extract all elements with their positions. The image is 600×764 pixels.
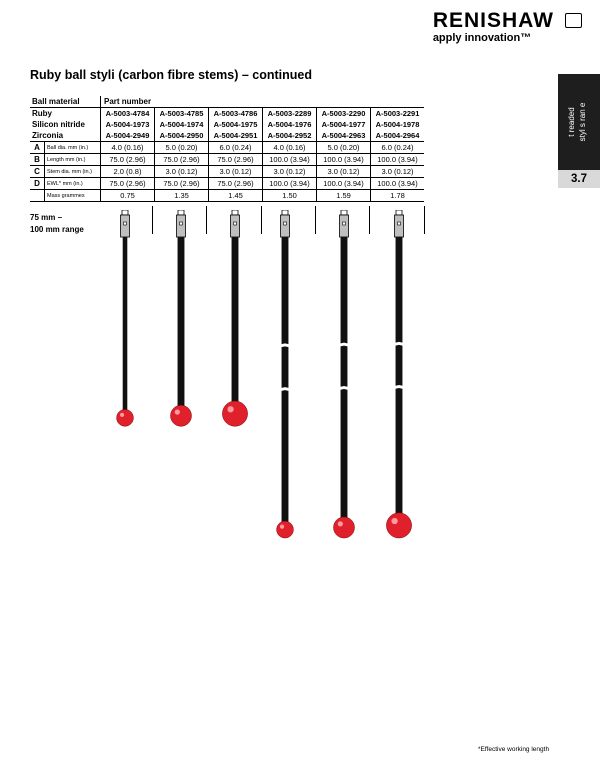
section-number: 3.7: [558, 170, 600, 188]
stylus-svg: [329, 210, 359, 541]
part-number-cell: A-5004-2951: [209, 130, 263, 142]
stylus-body: [231, 215, 240, 237]
param-label: Stem dia. mm (in.): [45, 166, 101, 178]
param-value: 3.0 (0.12): [371, 166, 425, 178]
part-number-cell: A-5003-2291: [371, 108, 425, 120]
thread-stud: [282, 210, 288, 215]
part-number-cell: A-5004-2950: [155, 130, 209, 142]
material-header: Ball material: [30, 96, 101, 108]
ball-highlight: [391, 518, 397, 524]
stylus-drawing-3: [220, 210, 250, 429]
param-label: EWL* mm (in.): [45, 178, 101, 190]
param-value: 75.0 (2.96): [209, 178, 263, 190]
param-value: 3.0 (0.12): [155, 166, 209, 178]
material-name: Zirconia: [30, 130, 101, 142]
ruby-ball: [334, 517, 355, 538]
param-value: 5.0 (0.20): [317, 142, 371, 154]
param-value: 75.0 (2.96): [209, 154, 263, 166]
param-value: 100.0 (3.94): [263, 154, 317, 166]
param-value: 5.0 (0.20): [155, 142, 209, 154]
part-number-cell: A-5003-4785: [155, 108, 209, 120]
param-value: 1.78: [371, 190, 425, 202]
part-number-header: Part number: [101, 96, 425, 108]
material-name: Silicon nitride: [32, 120, 85, 129]
param-value: 100.0 (3.94): [317, 178, 371, 190]
range-label-line2: 100 mm range: [30, 225, 84, 234]
param-value: 1.45: [209, 190, 263, 202]
stylus-svg: [384, 210, 414, 541]
param-value: 100.0 (3.94): [371, 154, 425, 166]
page-title: Ruby ball styli (carbon fibre stems) – continued: [30, 68, 312, 82]
part-number-cell: A-5003-2289: [263, 108, 317, 120]
param-value: 75.0 (2.96): [155, 178, 209, 190]
param-label: Mass grammes: [45, 190, 101, 202]
part-number-cell: A-5004-2949: [101, 130, 155, 142]
param-value: 1.50: [263, 190, 317, 202]
param-value: 100.0 (3.94): [317, 154, 371, 166]
wrench-flat: [398, 222, 401, 225]
param-value: 4.0 (0.16): [263, 142, 317, 154]
stylus-body: [281, 215, 290, 237]
ball-highlight: [175, 409, 180, 414]
ball-highlight: [280, 525, 284, 529]
footnote: *Effective working length: [478, 746, 550, 753]
stylus-svg: [270, 210, 300, 541]
ball-highlight: [120, 413, 124, 417]
part-number-cell: A-5003-4786: [209, 108, 263, 120]
param-value: 2.0 (0.8): [101, 166, 155, 178]
stylus-drawing-1: [110, 210, 140, 429]
part-number-cell: A-5004-1975: [209, 119, 263, 130]
wrench-flat: [124, 222, 127, 225]
part-number-cell: A-5003-4784: [101, 108, 155, 120]
param-value: 100.0 (3.94): [371, 178, 425, 190]
param-value: 6.0 (0.24): [371, 142, 425, 154]
stylus-body: [340, 215, 349, 237]
brand-name: RENISHAW: [432, 9, 554, 32]
param-value: 0.75: [101, 190, 155, 202]
thread-stud: [122, 210, 128, 215]
carbon-stem: [341, 237, 348, 527]
stylus-drawing-2: [166, 210, 196, 429]
param-value: 75.0 (2.96): [101, 154, 155, 166]
part-number-cell: A-5004-1976: [263, 119, 317, 130]
carbon-stem: [396, 237, 403, 524]
stylus-svg: [220, 210, 250, 429]
ruby-ball: [171, 405, 192, 426]
param-value: 3.0 (0.12): [317, 166, 371, 178]
stylus-body: [121, 215, 130, 237]
carbon-stem: [178, 237, 185, 415]
wrench-flat: [343, 222, 346, 225]
stylus-drawing-4: [270, 210, 300, 541]
carbon-stem: [123, 237, 128, 417]
stylus-body: [177, 215, 186, 237]
range-label-line1: 75 mm –: [30, 213, 63, 222]
side-tab-label-line2: styl s ran e: [578, 102, 587, 142]
part-number-cell: A-5004-1977: [317, 119, 371, 130]
wrench-flat: [234, 222, 237, 225]
ruby-ball: [386, 513, 411, 538]
param-value: 75.0 (2.96): [101, 178, 155, 190]
param-letter: D: [30, 178, 45, 190]
ruby-ball: [277, 521, 294, 538]
brand-tagline: apply innovation™: [432, 32, 532, 44]
carbon-stem: [232, 237, 239, 413]
thread-stud: [232, 210, 238, 215]
param-value: 100.0 (3.94): [263, 178, 317, 190]
part-number-cell: A-5004-2963: [317, 130, 371, 142]
side-tab-label-line1: t readed: [567, 107, 576, 137]
part-number-cell: A-5004-1978: [371, 119, 425, 130]
part-number-cell: A-5003-2290: [317, 108, 371, 120]
wrench-flat: [284, 222, 287, 225]
param-value: 1.35: [155, 190, 209, 202]
param-value: 1.59: [317, 190, 371, 202]
stylus-body: [395, 215, 404, 237]
ruby-ball: [117, 409, 134, 426]
part-number-cell: A-5004-1974: [155, 119, 209, 130]
param-value: 3.0 (0.12): [263, 166, 317, 178]
wrench-flat: [180, 222, 183, 225]
param-value: 6.0 (0.24): [209, 142, 263, 154]
param-letter: A: [30, 142, 45, 154]
param-value: 3.0 (0.12): [209, 166, 263, 178]
part-number-cell: A-5004-2952: [263, 130, 317, 142]
thread-stud: [178, 210, 184, 215]
thread-stud: [341, 210, 347, 215]
stylus-svg: [166, 210, 196, 429]
param-value: 75.0 (2.96): [155, 154, 209, 166]
stylus-drawing-5: [329, 210, 359, 541]
param-label: Ball dia. mm (in.): [45, 142, 101, 154]
carbon-stem: [282, 237, 289, 529]
material-name: Ruby: [32, 109, 52, 118]
ruby-ball: [222, 401, 247, 426]
stylus-svg: [110, 210, 140, 429]
part-number-cell: A-5004-2964: [371, 130, 425, 142]
ball-highlight: [338, 521, 343, 526]
stylus-drawing-6: [384, 210, 414, 541]
param-letter: B: [30, 154, 45, 166]
part-number-cell: A-5004-1973: [101, 119, 155, 130]
param-letter: C: [30, 166, 45, 178]
param-label: Length mm (in.): [45, 154, 101, 166]
ball-highlight: [227, 406, 233, 412]
thread-stud: [396, 210, 402, 215]
param-value: 4.0 (0.16): [101, 142, 155, 154]
